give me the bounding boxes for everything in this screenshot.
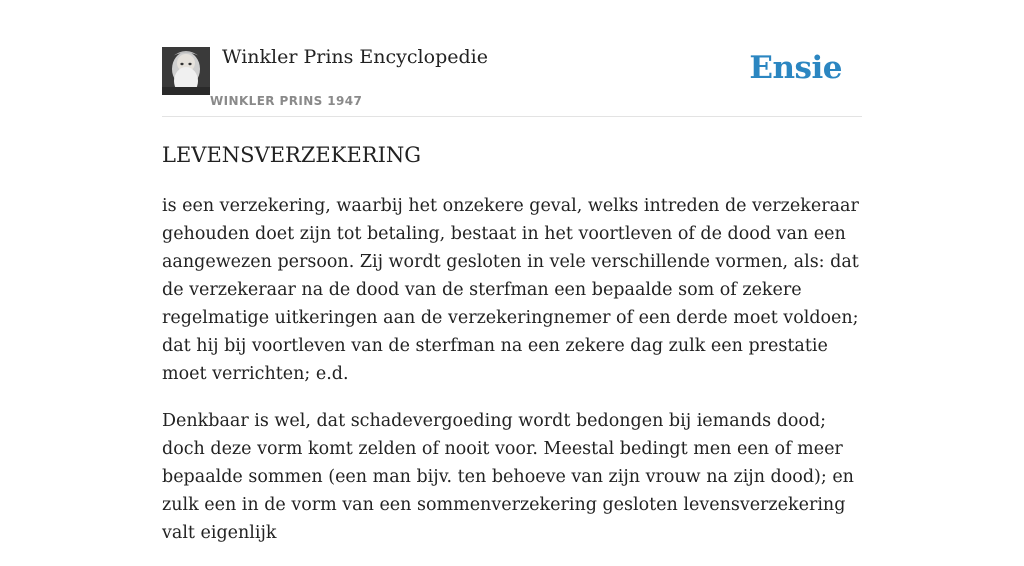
site-header — [162, 44, 862, 117]
article-headword: LEVENSVERZEKERING — [162, 143, 422, 167]
ensie-logo[interactable]: Ensie — [749, 50, 842, 86]
site-subtitle[interactable]: WINKLER PRINS 1947 — [210, 94, 363, 108]
article — [162, 140, 862, 566]
site-title[interactable]: Winkler Prins Encyclopedie — [222, 46, 488, 68]
article-paragraph: Denkbaar is wel, dat schadevergoeding wordt bedongen bij iemands dood; doch deze vorm komt zelden of nooit voor. Meestal bedingt men een of meer bepaalde sommen (een man bijv. ten behoeve van zijn vrouw na zijn dood); en zulk een in de vorm van een sommenverzekering gesloten levensverzekering valt eigenlijk — [162, 411, 854, 543]
portrait-avatar-icon[interactable] — [162, 47, 210, 95]
article-paragraph: is een verzekering, waarbij het onzekere geval, welks intreden de verzekeraar gehouden doet zijn tot betaling, bestaat in het voortleven of de dood van een aangewezen persoon. Zij wordt gesloten in vele verschillende vormen, als: dat de verzekeraar na de dood van de sterfman een bepaalde som of zekere regelmatige uitkeringen aan de verzekeringnemer of een derde moet voldoen; dat hij bij voortleven van de sterfman na een zekere dag zulk een prestatie moet verrichten; e.d. — [162, 196, 859, 384]
